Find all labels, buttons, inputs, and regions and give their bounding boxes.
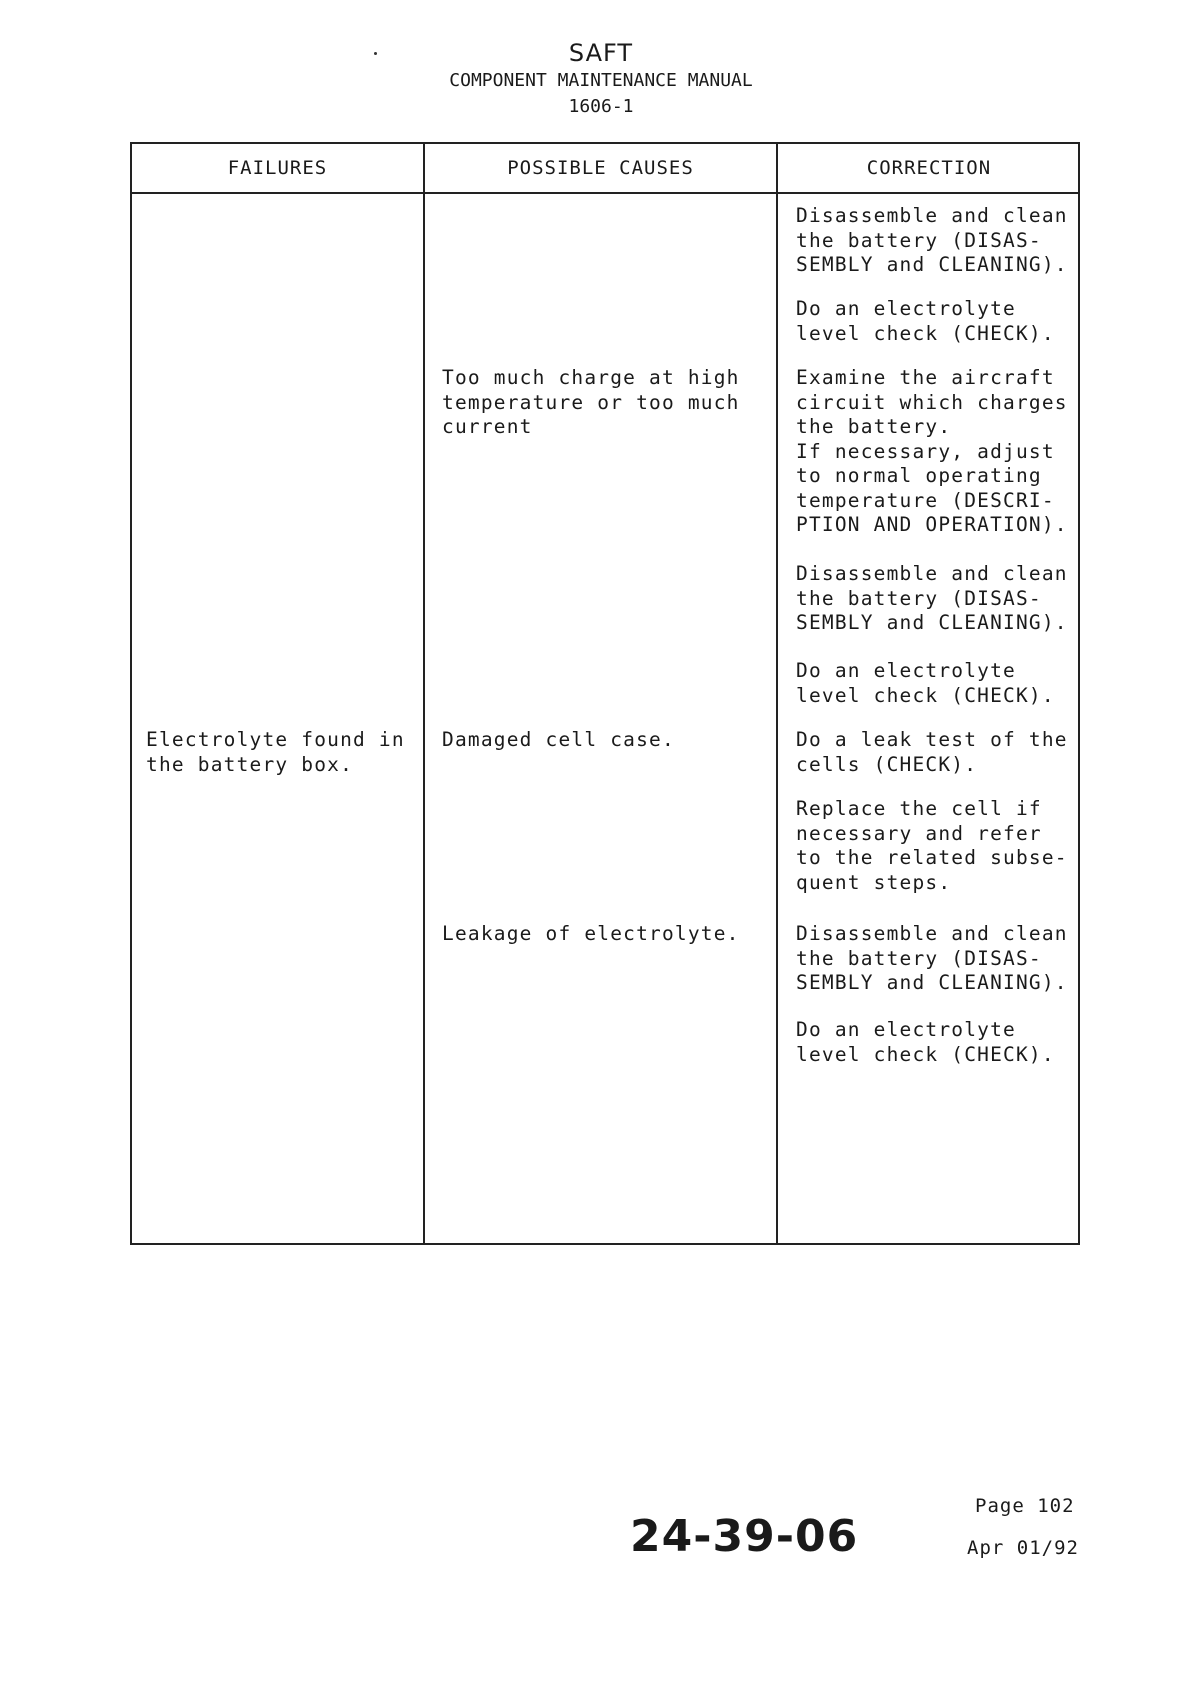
page-date: Apr 01/92: [967, 1537, 1079, 1559]
page-number: Page 102: [975, 1495, 1075, 1517]
company-name: SAFT: [568, 39, 634, 67]
correction-text: Disassemble and clean the battery (DISAS- SEMBLY and CLEANING).: [796, 204, 1068, 276]
cause-text: Too much charge at high temperature or too much current: [442, 366, 740, 438]
document-header: [0, 38, 1194, 120]
correction-text: Do a leak test of the cells (CHECK).: [796, 728, 1068, 776]
column-divider: [423, 144, 425, 1243]
correction-text: Do an electrolyte level check (CHECK).: [796, 1018, 1055, 1066]
cause-text: Damaged cell case.: [442, 728, 675, 751]
correction-text: Do an electrolyte level check (CHECK).: [796, 297, 1055, 345]
manual-number: 1606-1: [568, 96, 634, 117]
correction-text: Disassemble and clean the battery (DISAS- SEMBLY and CLEANING).: [796, 562, 1068, 634]
failure-text: Electrolyte found in the battery box.: [146, 728, 405, 776]
column-divider: [776, 144, 778, 1243]
troubleshooting-table: [130, 142, 1080, 1245]
correction-text: Do an electrolyte level check (CHECK).: [796, 659, 1055, 707]
correction-text: Replace the cell if necessary and refer to the related subse- quent steps.: [796, 797, 1068, 894]
correction-text: Disassemble and clean the battery (DISAS- SEMBLY and CLEANING).: [796, 922, 1068, 994]
column-header-possible-causes: POSSIBLE CAUSES: [507, 157, 694, 179]
table-header-row: [132, 144, 1078, 194]
correction-text: Examine the aircraft circuit which charges the battery. If necessary, adjust to normal operating temperature (DESCRI- PTION AND OPERATION).: [796, 366, 1068, 536]
cause-text: Leakage of electrolyte.: [442, 922, 740, 945]
column-header-failures: FAILURES: [227, 157, 328, 179]
manual-title: COMPONENT MAINTENANCE MANUAL: [449, 70, 753, 91]
document-code: 24-39-06: [630, 1511, 859, 1562]
column-header-correction: CORRECTION: [866, 157, 992, 179]
